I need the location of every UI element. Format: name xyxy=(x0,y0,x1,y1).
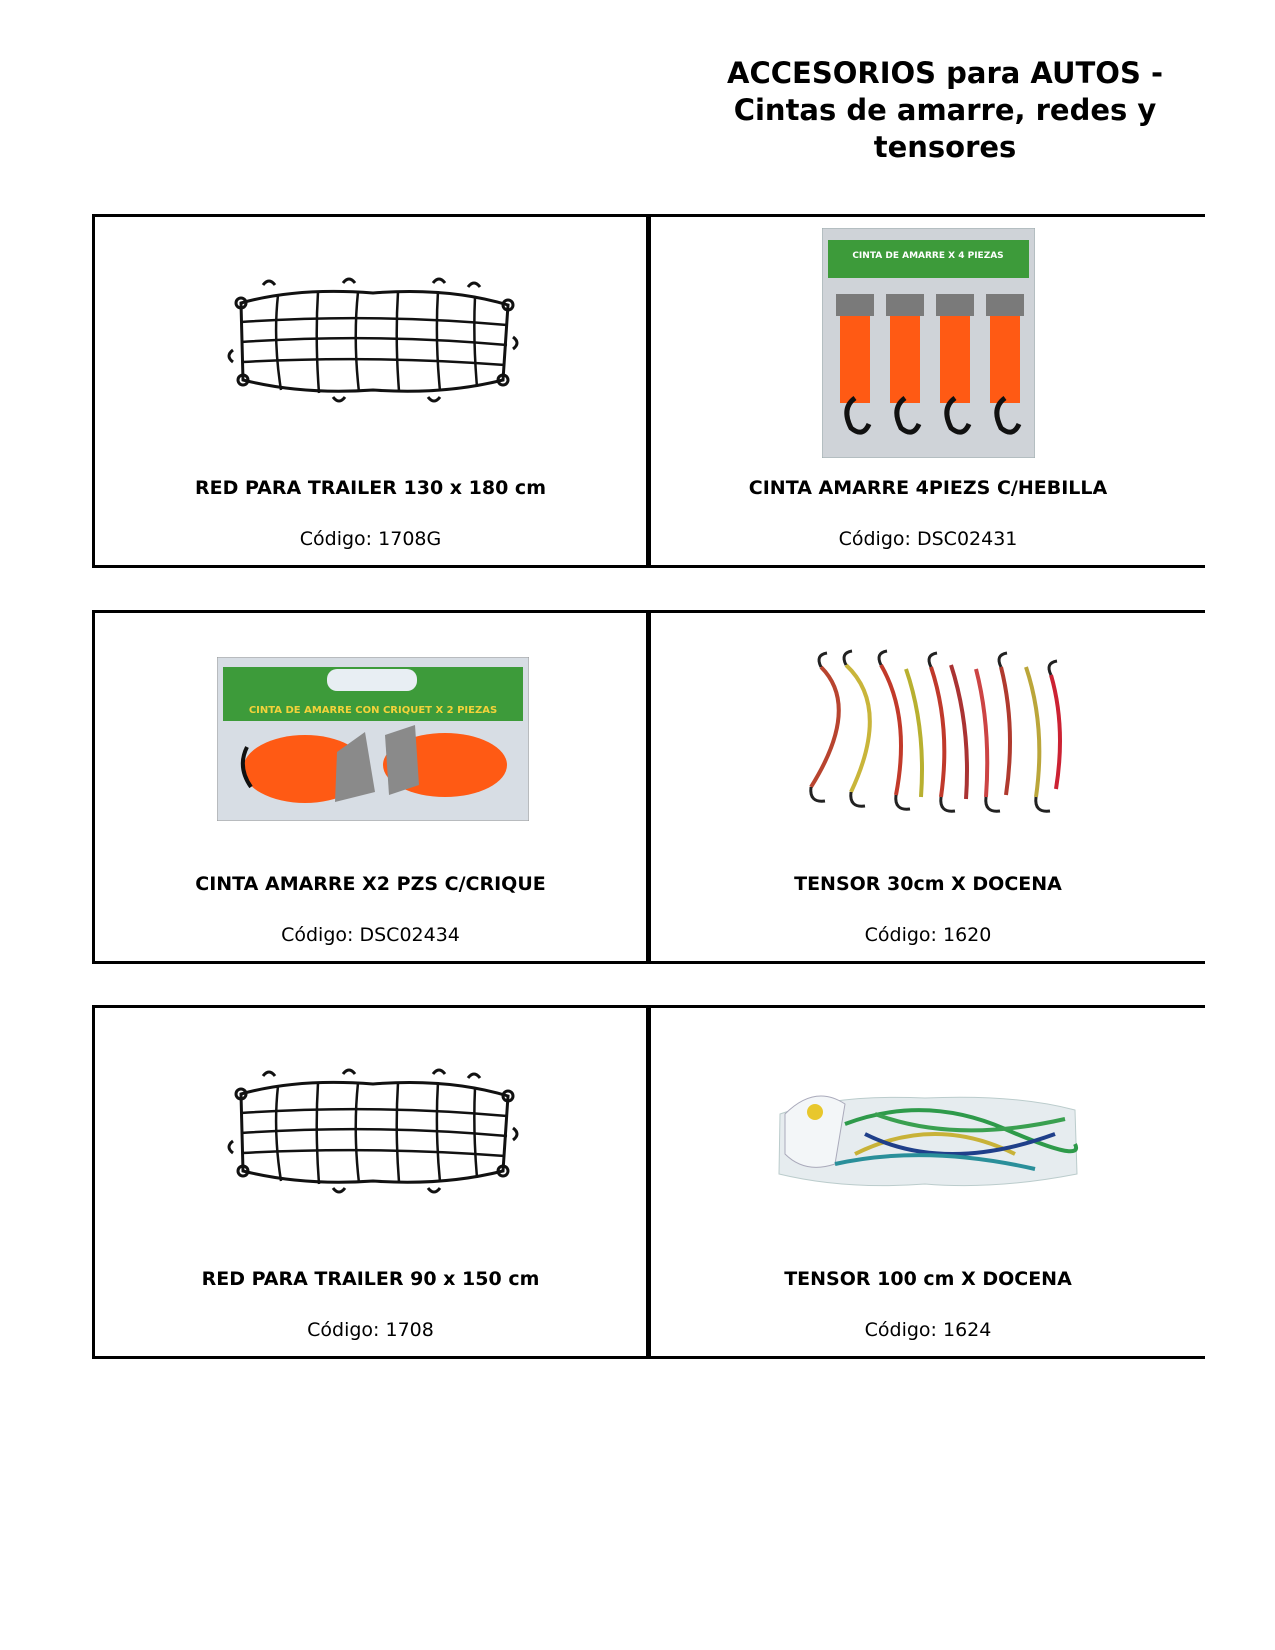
product-card-dsc02434 xyxy=(92,610,648,964)
cargo-net-icon xyxy=(223,1066,523,1196)
product-code: Código: 1708G xyxy=(299,528,442,550)
product-card-1624 xyxy=(648,1005,1205,1359)
bungee-cords-icon xyxy=(791,647,1081,817)
title-line-2: Cintas de amarre, redes y xyxy=(733,93,1157,127)
ratchet-strap-4-pack-icon xyxy=(822,228,1035,458)
product-code: Código: 1708 xyxy=(307,1319,434,1341)
ratchet-strap-2-pack-icon xyxy=(217,657,529,821)
title-line-3: tensores xyxy=(873,130,1017,164)
bungee-cords-bag-icon xyxy=(775,1074,1081,1194)
pack-label: CINTA DE AMARRE X 4 PIEZAS xyxy=(852,251,1004,261)
product-card-1620 xyxy=(648,610,1205,964)
product-code: Código: 1620 xyxy=(864,924,992,946)
product-name: CINTA AMARRE X2 PZS C/CRIQUE xyxy=(195,873,546,895)
product-name: TENSOR 100 cm X DOCENA xyxy=(784,1268,1072,1290)
cargo-net-icon xyxy=(223,275,523,405)
page-title xyxy=(700,55,1190,166)
product-card-1708 xyxy=(92,1005,648,1359)
pack-label: CINTA DE AMARRE CON CRIQUET X 2 PIEZAS xyxy=(248,705,498,716)
title-line-1: ACCESORIOS para AUTOS - xyxy=(727,56,1163,90)
product-name: RED PARA TRAILER 130 x 180 cm xyxy=(194,477,546,499)
product-name: RED PARA TRAILER 90 x 150 cm xyxy=(201,1268,540,1290)
product-card-1708g xyxy=(92,214,648,568)
product-code: Código: 1624 xyxy=(864,1319,992,1341)
product-card-dsc02431 xyxy=(648,214,1205,568)
product-code: Código: DSC02431 xyxy=(838,528,1018,550)
product-name: CINTA AMARRE 4PIEZS C/HEBILLA xyxy=(748,477,1108,499)
product-code: Código: DSC02434 xyxy=(281,924,460,946)
product-name: TENSOR 30cm X DOCENA xyxy=(794,873,1062,895)
